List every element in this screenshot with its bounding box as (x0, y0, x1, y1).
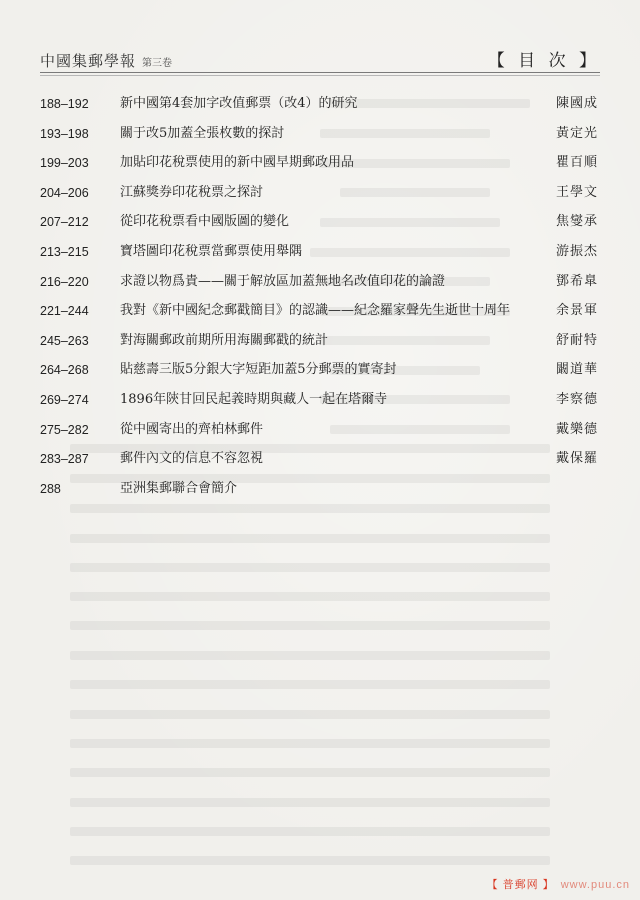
volume-label: 第三卷 (142, 58, 173, 69)
toc-article-title: 求證以物爲貴——關于解放區加蓋無地名改值印花的論證 (120, 273, 446, 289)
journal-title: 中國集郵學報 (40, 52, 137, 70)
toc-author: 游振杰 (555, 243, 598, 259)
toc-article-title: 從中國寄出的齊柏林郵件 (120, 421, 264, 437)
toc-entry (40, 360, 598, 390)
toc-author: 戴樂德 (555, 421, 598, 437)
toc-author: 闞道華 (555, 362, 598, 378)
toc-author: 鄧希臯 (555, 273, 598, 289)
toc-author: 李察德 (555, 391, 598, 407)
toc-article-title: 1896年陝甘回民起義時期與藏人一起在塔爾寺 (120, 391, 388, 407)
toc-article-title: 從印花稅票看中國版圖的變化 (120, 214, 290, 230)
toc-article-title: 對海關郵政前期所用海關郵戳的統計 (120, 332, 329, 348)
toc-author: 戴保羅 (555, 451, 598, 467)
toc-page-range: 221–244 (40, 304, 89, 319)
toc-page-range: 213–215 (40, 244, 89, 259)
toc-entry (40, 301, 598, 331)
toc-article-title: 我對《新中國紀念郵戳簡目》的認識——紀念羅家聲先生逝世十周年 (120, 303, 511, 319)
toc-entry (40, 272, 598, 302)
toc-article-title: 加貼印花稅票使用的新中國早期郵政用品 (120, 155, 355, 171)
toc-entry (40, 242, 598, 272)
watermark-brand: 【 普郵网 】 (486, 879, 555, 891)
section-title: 【 目 次 】 (487, 51, 600, 71)
toc-entry (40, 124, 598, 154)
toc-entry (40, 479, 598, 509)
toc-author: 焦燮承 (555, 214, 598, 230)
header-rule (40, 72, 600, 73)
toc-page-range: 204–206 (40, 185, 89, 200)
toc-author: 王學文 (555, 184, 598, 200)
toc-page-range: 288 (40, 481, 61, 496)
toc-entry (40, 420, 598, 450)
journal-title-block (40, 50, 172, 71)
toc-entry (40, 94, 598, 124)
toc-page-range: 207–212 (40, 215, 89, 230)
toc-page-range: 283–287 (40, 452, 89, 467)
watermark-url: www.puu.cn (560, 879, 630, 891)
toc-entry (40, 449, 598, 479)
site-watermark (487, 876, 630, 892)
header-rule-secondary (40, 75, 600, 76)
toc-author: 瞿百順 (555, 155, 598, 171)
toc-page-range: 245–263 (40, 333, 89, 348)
page-header (40, 44, 600, 74)
toc-page-range: 275–282 (40, 422, 89, 437)
toc-article-title: 亞洲集郵聯合會簡介 (120, 480, 238, 496)
toc-article-title: 新中國第4套加字改值郵票（改4）的研究 (120, 96, 358, 111)
toc-entry (40, 331, 598, 361)
toc-article-title: 寶塔圖印花稅票當郵票使用舉隅 (120, 243, 303, 259)
toc-article-title: 郵件內文的信息不容忽視 (120, 451, 264, 467)
toc-page-range: 199–203 (40, 156, 89, 171)
toc-author: 余景軍 (555, 303, 598, 319)
toc-page-range: 193–198 (40, 126, 89, 141)
toc-page-range: 216–220 (40, 274, 89, 289)
table-of-contents (40, 94, 598, 508)
toc-entry (40, 183, 598, 213)
toc-page-range: 269–274 (40, 392, 89, 407)
toc-article-title: 江蘇獎券印花稅票之探討 (120, 184, 264, 200)
toc-page-range: 264–268 (40, 363, 89, 378)
toc-author: 黃定光 (555, 125, 598, 141)
toc-page-range: 188–192 (40, 97, 89, 111)
toc-article-title: 貼慈壽三版5分銀大字短距加蓋5分郵票的實寄封 (120, 362, 397, 378)
toc-entry (40, 212, 598, 242)
toc-article-title: 關于改5加蓋全張枚數的探討 (120, 125, 285, 141)
toc-author: 陳國成 (555, 96, 598, 111)
toc-entry (40, 390, 598, 420)
toc-entry (40, 153, 598, 183)
toc-author: 舒耐特 (555, 332, 598, 348)
